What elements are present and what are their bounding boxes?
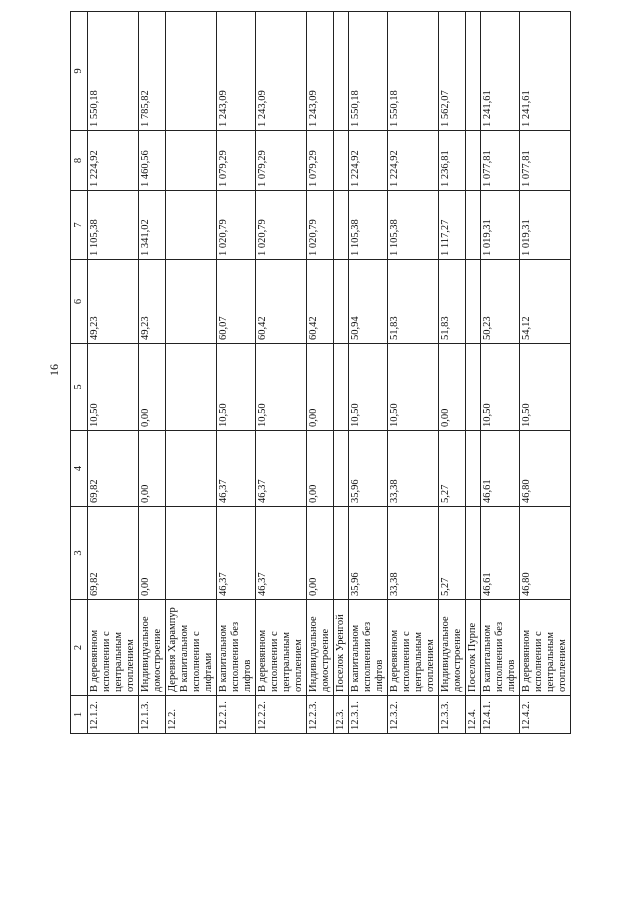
cell-col6 — [466, 260, 481, 344]
cell-col9: 1 241,61 — [520, 12, 571, 131]
cell-col3: 69,82 — [88, 507, 139, 600]
row-name: В деревянном исполнении с центральным отоплением — [520, 600, 571, 696]
tariff-table-wrapper — [70, 12, 568, 734]
cell-col5 — [334, 344, 349, 431]
table-row — [439, 12, 466, 734]
cell-col6: 60,07 — [217, 260, 256, 344]
cell-col9: 1 550,18 — [88, 12, 139, 131]
cell-col9: 1 243,09 — [217, 12, 256, 131]
cell-col3: 35,96 — [349, 507, 388, 600]
cell-col5: 10,50 — [88, 344, 139, 431]
cell-col6 — [334, 260, 349, 344]
cell-col3: 0,00 — [307, 507, 334, 600]
cell-col4: 69,82 — [88, 431, 139, 507]
row-code: 12.4.2. — [520, 696, 571, 734]
table-row — [166, 12, 217, 734]
table-row — [388, 12, 439, 734]
cell-col6: 51,83 — [439, 260, 466, 344]
cell-col4 — [166, 431, 217, 507]
row-name: Поселок Уренгой — [334, 600, 349, 696]
cell-col8 — [166, 131, 217, 191]
table-row — [139, 12, 166, 734]
column-header: 6 — [71, 260, 88, 344]
row-code: 12.3.3. — [439, 696, 466, 734]
cell-col5: 10,50 — [256, 344, 307, 431]
cell-col7 — [466, 191, 481, 260]
column-header: 7 — [71, 191, 88, 260]
cell-col6: 54,12 — [520, 260, 571, 344]
table-row — [520, 12, 571, 734]
cell-col9: 1 550,18 — [388, 12, 439, 131]
column-header: 8 — [71, 131, 88, 191]
column-header: 4 — [71, 431, 88, 507]
row-name: Индивидуальное домостроение — [307, 600, 334, 696]
column-header: 3 — [71, 507, 88, 600]
cell-col4: 5,27 — [439, 431, 466, 507]
cell-col9: 1 243,09 — [307, 12, 334, 131]
cell-col7: 1 020,79 — [256, 191, 307, 260]
cell-col3 — [334, 507, 349, 600]
cell-col5: 0,00 — [307, 344, 334, 431]
cell-col4: 46,80 — [520, 431, 571, 507]
cell-col7: 1 105,38 — [88, 191, 139, 260]
cell-col6 — [166, 260, 217, 344]
row-name: В деревянном исполнении с центральным отоплением — [256, 600, 307, 696]
cell-col6: 49,23 — [139, 260, 166, 344]
cell-col8: 1 077,81 — [481, 131, 520, 191]
column-header: 9 — [71, 12, 88, 131]
cell-col9: 1 785,82 — [139, 12, 166, 131]
cell-col7: 1 019,31 — [481, 191, 520, 260]
row-code: 12.4. — [466, 696, 481, 734]
row-code: 12.4.1. — [481, 696, 520, 734]
row-name: Поселок Пурпе — [466, 600, 481, 696]
cell-col7: 1 019,31 — [520, 191, 571, 260]
cell-col8 — [466, 131, 481, 191]
table-row — [217, 12, 256, 734]
cell-col6: 51,83 — [388, 260, 439, 344]
cell-col8: 1 224,92 — [88, 131, 139, 191]
table-row — [349, 12, 388, 734]
cell-col7: 1 020,79 — [307, 191, 334, 260]
table-row — [307, 12, 334, 734]
cell-col5: 0,00 — [139, 344, 166, 431]
cell-col8: 1 224,92 — [349, 131, 388, 191]
cell-col4 — [466, 431, 481, 507]
cell-col7: 1 105,38 — [388, 191, 439, 260]
cell-col5: 10,50 — [349, 344, 388, 431]
cell-col6: 60,42 — [256, 260, 307, 344]
cell-col6: 50,94 — [349, 260, 388, 344]
cell-col5: 10,50 — [481, 344, 520, 431]
cell-col5 — [166, 344, 217, 431]
cell-col3: 46,37 — [256, 507, 307, 600]
cell-col9: 1 550,18 — [349, 12, 388, 131]
row-name: Деревня Харампур В капитальном исполнении с лифтами — [166, 600, 217, 696]
cell-col6: 60,42 — [307, 260, 334, 344]
cell-col4: 46,37 — [256, 431, 307, 507]
column-header: 2 — [71, 600, 88, 696]
cell-col8: 1 224,92 — [388, 131, 439, 191]
page-number: 16 — [47, 364, 61, 376]
cell-col5: 0,00 — [439, 344, 466, 431]
cell-col8: 1 077,81 — [520, 131, 571, 191]
cell-col9 — [166, 12, 217, 131]
cell-col5: 10,50 — [520, 344, 571, 431]
cell-col6: 49,23 — [88, 260, 139, 344]
column-header: 1 — [71, 696, 88, 734]
cell-col6: 50,23 — [481, 260, 520, 344]
cell-col9: 1 241,61 — [481, 12, 520, 131]
cell-col4: 46,37 — [217, 431, 256, 507]
cell-col7: 1 020,79 — [217, 191, 256, 260]
cell-col4: 35,96 — [349, 431, 388, 507]
cell-col3: 46,61 — [481, 507, 520, 600]
row-code: 12.2.2. — [256, 696, 307, 734]
row-name: В капитальном исполнении без лифтов — [481, 600, 520, 696]
row-code: 12.3.1. — [349, 696, 388, 734]
row-name: В деревянном исполнении с центральным отоплением — [88, 600, 139, 696]
table-row — [481, 12, 520, 734]
cell-col3: 0,00 — [139, 507, 166, 600]
tariff-table — [70, 11, 571, 734]
cell-col9 — [466, 12, 481, 131]
cell-col7 — [334, 191, 349, 260]
cell-col7 — [166, 191, 217, 260]
cell-col3: 46,37 — [217, 507, 256, 600]
cell-col7: 1 341,02 — [139, 191, 166, 260]
row-code: 12.1.2. — [88, 696, 139, 734]
cell-col9: 1 562,07 — [439, 12, 466, 131]
cell-col4: 0,00 — [307, 431, 334, 507]
table-row — [256, 12, 307, 734]
cell-col7: 1 105,38 — [349, 191, 388, 260]
cell-col8: 1 079,29 — [307, 131, 334, 191]
table-row — [466, 12, 481, 734]
row-name: Индивидуальное домостроение — [139, 600, 166, 696]
row-code: 12.3. — [334, 696, 349, 734]
cell-col7: 1 117,27 — [439, 191, 466, 260]
cell-col8: 1 079,29 — [256, 131, 307, 191]
column-header: 5 — [71, 344, 88, 431]
cell-col4: 33,38 — [388, 431, 439, 507]
cell-col4 — [334, 431, 349, 507]
row-name: В деревянном исполнении с центральным отоплением — [388, 600, 439, 696]
table-row — [88, 12, 139, 734]
row-code: 12.2.1. — [217, 696, 256, 734]
cell-col8 — [334, 131, 349, 191]
cell-col3: 46,80 — [520, 507, 571, 600]
header-row — [71, 12, 88, 734]
row-name: Индивидуальное домостроение — [439, 600, 466, 696]
cell-col8: 1 236,81 — [439, 131, 466, 191]
row-name: В капитальном исполнении без лифтов — [217, 600, 256, 696]
cell-col5: 10,50 — [217, 344, 256, 431]
cell-col9: 1 243,09 — [256, 12, 307, 131]
row-code: 12.2.3. — [307, 696, 334, 734]
cell-col3: 5,27 — [439, 507, 466, 600]
row-code: 12.3.2. — [388, 696, 439, 734]
table-row — [334, 12, 349, 734]
tariff-table-rotated — [70, 12, 568, 734]
cell-col5 — [466, 344, 481, 431]
row-code: 12.2. — [166, 696, 217, 734]
row-name: В капитальном исполнении без лифтов — [349, 600, 388, 696]
cell-col4: 46,61 — [481, 431, 520, 507]
cell-col8: 1 079,29 — [217, 131, 256, 191]
cell-col4: 0,00 — [139, 431, 166, 507]
cell-col3 — [166, 507, 217, 600]
cell-col5: 10,50 — [388, 344, 439, 431]
row-code: 12.1.3. — [139, 696, 166, 734]
cell-col8: 1 460,56 — [139, 131, 166, 191]
cell-col3 — [466, 507, 481, 600]
cell-col9 — [334, 12, 349, 131]
cell-col3: 33,38 — [388, 507, 439, 600]
